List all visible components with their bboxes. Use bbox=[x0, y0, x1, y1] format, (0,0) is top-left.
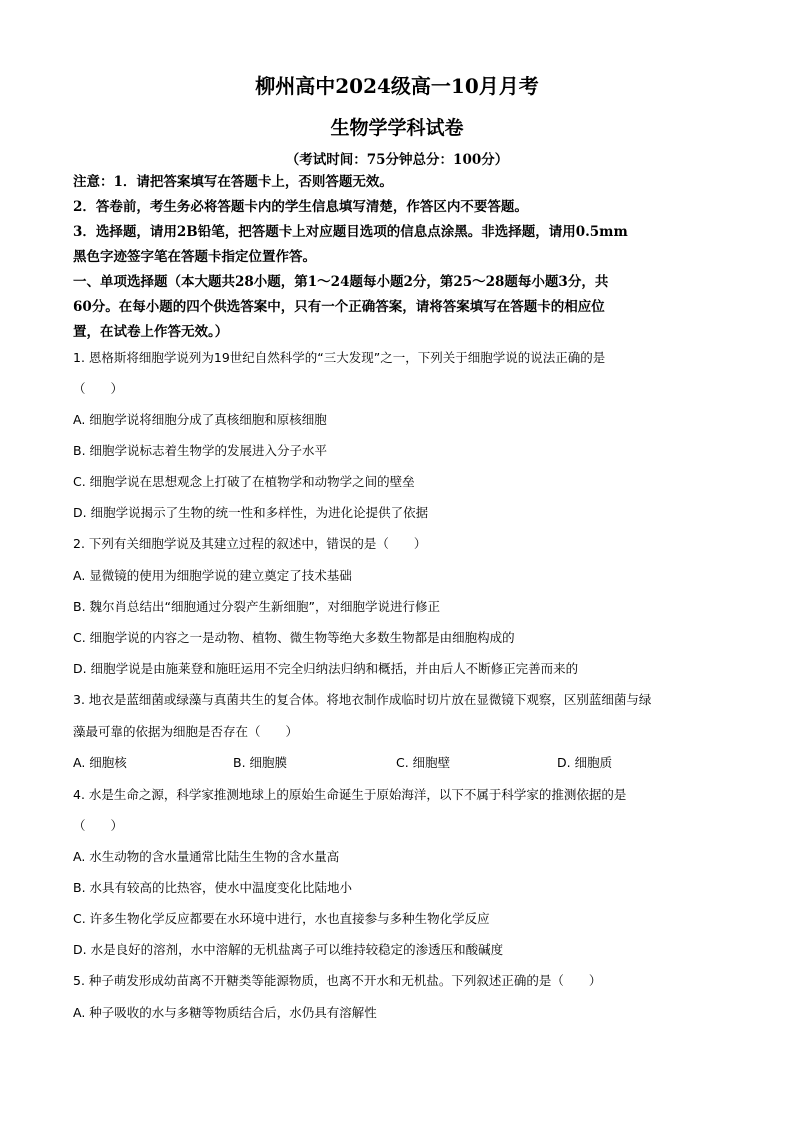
note-line-2: 2．答卷前，考生务必将答题卡内的学生信息填写清楚，作答区内不要答题。 bbox=[73, 199, 528, 215]
q3-stem-line-1: 3. 地衣是蓝细菌或绿藻与真菌共生的复合体。将地衣制作成临时切片放在显微镜下观察，区别蓝细菌与绿 bbox=[73, 692, 652, 707]
q2-option-a: A. 显微镜的使用为细胞学说的建立奠定了技术基础 bbox=[73, 568, 352, 583]
q5-option-a: A. 种子吸收的水与多糖等物质结合后，水仍具有溶解性 bbox=[73, 1005, 377, 1020]
note-line-1: 注意：1．请把答案填写在答题卡上，否则答题无效。 bbox=[73, 174, 393, 190]
q4-option-c: C. 许多生物化学反应都要在水环境中进行，水也直接参与多种生物化学反应 bbox=[73, 911, 490, 926]
q3-stem-line-2: 藻最可靠的依据为细胞是否存在（ ） bbox=[73, 724, 299, 739]
q1-option-b: B. 细胞学说标志着生物学的发展进入分子水平 bbox=[73, 443, 328, 458]
q4-option-a: A. 水生动物的含水量通常比陆生生物的含水量高 bbox=[73, 849, 340, 864]
section-heading-line-2: 60分。在每小题的四个供选答案中，只有一个正确答案，请将答案填写在答题卡的相应位 bbox=[73, 299, 605, 315]
section-heading-line-3: 置，在试卷上作答无效。） bbox=[73, 324, 229, 340]
q3-option-a: A. 细胞核 bbox=[73, 755, 127, 770]
note-line-4: 黑色字迹签字笔在答题卡指定位置作答。 bbox=[73, 249, 316, 265]
note-line-3: 3．选择题，请用2B铅笔，把答题卡上对应题目选项的信息点涂黑。非选择题，请用0.5mm bbox=[73, 224, 628, 240]
q2-option-b: B. 魏尔肖总结出“细胞通过分裂产生新细胞”，对细胞学说进行修正 bbox=[73, 599, 440, 614]
q4-option-d: D. 水是良好的溶剂，水中溶解的无机盐离子可以维持较稳定的渗透压和酸碱度 bbox=[73, 942, 504, 957]
q4-answer-paren: （ ） bbox=[73, 818, 124, 833]
q2-option-c: C. 细胞学说的内容之一是动物、植物、微生物等绝大多数生物都是由细胞构成的 bbox=[73, 630, 515, 645]
q1-stem: 1. 恩格斯将细胞学说列为19世纪自然科学的“三大发现”之一，下列关于细胞学说的说法正确的是 bbox=[73, 350, 606, 365]
exam-title: 柳州高中2024级高一10月月考 bbox=[255, 74, 539, 98]
q1-option-d: D. 细胞学说揭示了生物的统一性和多样性，为进化论提供了依据 bbox=[73, 505, 429, 520]
q1-answer-paren: （ ） bbox=[73, 381, 124, 396]
q3-option-d: D. 细胞质 bbox=[557, 755, 613, 770]
q5-stem: 5. 种子萌发形成幼苗离不开糖类等能源物质，也离不开水和无机盐。下列叙述正确的是（ ） bbox=[73, 973, 602, 988]
q2-stem: 2. 下列有关细胞学说及其建立过程的叙述中，错误的是（ ） bbox=[73, 536, 427, 551]
exam-time-info: （考试时间：75分钟总分：100分） bbox=[285, 152, 509, 168]
q3-option-c: C. 细胞壁 bbox=[396, 755, 451, 770]
q1-option-a: A. 细胞学说将细胞分成了真核细胞和原核细胞 bbox=[73, 412, 327, 427]
section-heading-line-1: 一、单项选择题（本大题共28小题，第1～24题每小题2分，第25～28题每小题3分，共 bbox=[73, 274, 609, 290]
q1-option-c: C. 细胞学说在思想观念上打破了在植物学和动物学之间的壁垒 bbox=[73, 474, 415, 489]
q3-option-b: B. 细胞膜 bbox=[233, 755, 288, 770]
q4-option-b: B. 水具有较高的比热容，使水中温度变化比陆地小 bbox=[73, 880, 353, 895]
exam-subtitle: 生物学学科试卷 bbox=[330, 117, 464, 139]
q2-option-d: D. 细胞学说是由施莱登和施旺运用不完全归纳法归纳和概括，并由后人不断修正完善而来的 bbox=[73, 661, 579, 676]
q4-stem: 4. 水是生命之源，科学家推测地球上的原始生命诞生于原始海洋，以下不属于科学家的推测依据的是 bbox=[73, 787, 627, 802]
